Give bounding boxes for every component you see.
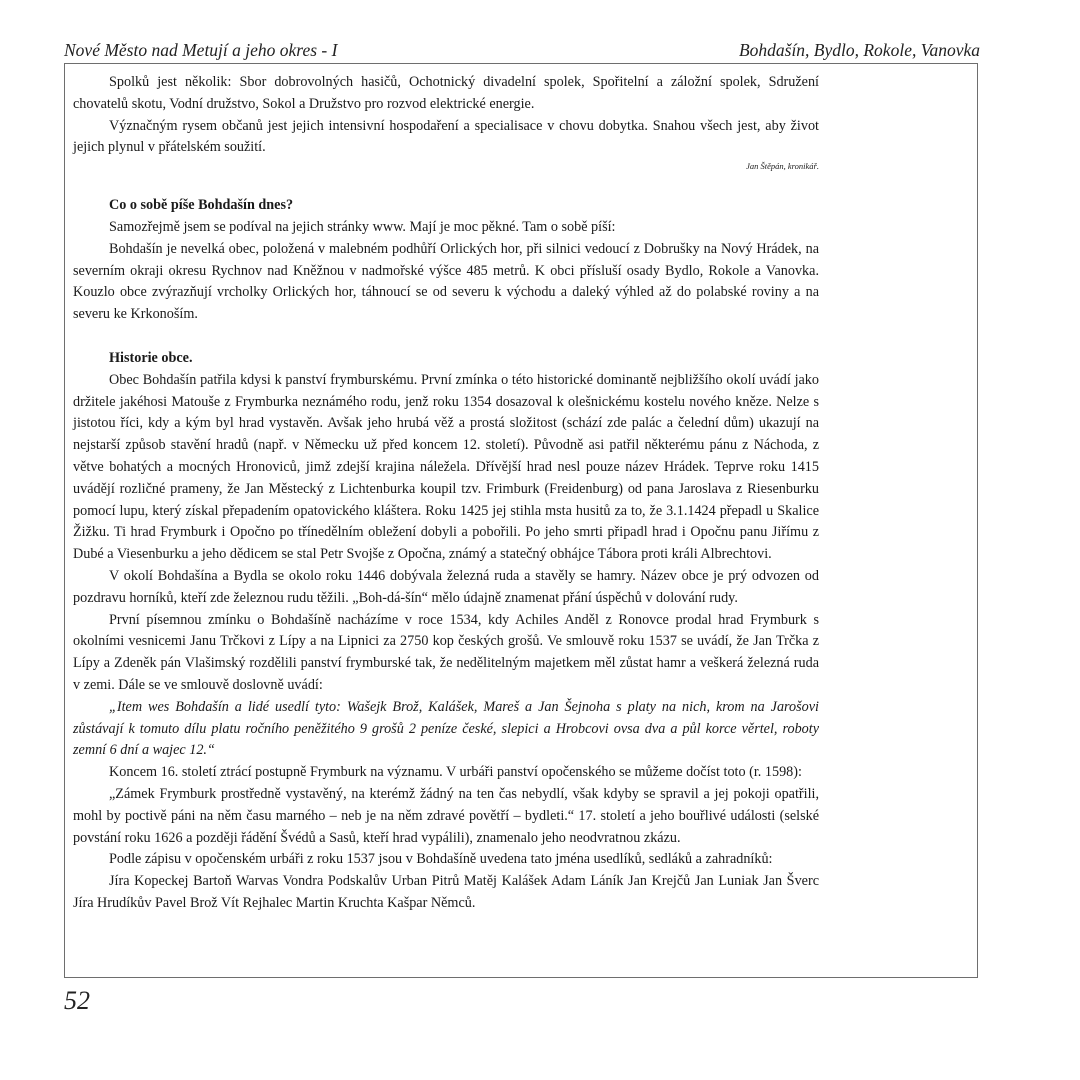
history-paragraph-2: V okolí Bohdašína a Bydla se okolo roku 1446 dobývala železná ruda a stavěly se hamry. Název obce je prý odvozen od pozdravu horníků, kteří zde železnou rudu těžili. „Boh-dá-šín“ mělo údajně znamenat přání úspěchů v dolování rudy. [73,567,819,606]
section-heading-history: Historie obce. [109,349,193,366]
running-header [64,38,980,62]
spacer [73,173,819,195]
section-heading-today: Co o sobě píše Bohdašín dnes? [109,197,294,214]
today-paragraph-2: Bohdašín je nevelká obec, položená v malebném podhůří Orlických hor, při silnici vedoucí z Dobrušky na Nový Hrádek, na severním okraji okresu Rychnov nad Kněžnou v nadmořské výšce 485 metrů. K obci přísluší osady Bydlo, Rokole a Vanovka. Kouzlo obce zvýrazňují vrcholky Orlických hor, táhnoucí se od severu k východu a daleký výhled až do polabské roviny a na severu ke Krkonoším. [73,240,819,323]
intro-paragraph-1: Spolků jest několik: Sbor dobrovolných hasičů, Ochotnický divadelní spolek, Spořitelní a záložní spolek, Sdružení chovatelů skotu, Vodní družstvo, Sokol a Družstvo pro rozvod elektrické energie. [73,74,819,112]
history-paragraph-6: Podle zápisu v opočenském urbáři z roku 1537 jsou v Bohdašíně uvedena tato jména usedlíků, sedláků a zahradníků: [109,851,773,868]
page-number: 52 [64,986,90,1015]
spacer [73,326,819,348]
history-paragraph-1: Obec Bohdašín patřila kdysi k panství frymburskému. První zmínka o této historické dominantě nejbližšího okolí uvádí jako držitele jakéhosi Matouše z Frymburka neznámého rodu, jenž roku 1354 dosazoval k olešnickému kostelu nového kněze. Nelze s jistotou říci, kdy a kým byl hrad vystavěn. Avšak jeho hrubá věž a prostá složitost (schází zde palác a čelední dům) ukazují na nejstarší způsob stavění hradů (např. v Německu už před koncem 12. století). Původně asi patřil některému pánu z Náchoda, z větve bohatých a mocných Hronoviců, jimž zdejší krajina náležela. Dřívější hrad nesl pouze název Hrádek. Teprve roku 1415 uvádějí rozličné prameny, že Jan Městecký z Lichtenburka koupil tzv. Frimburk (Freidenburg) od pana Jaroslava z Riesenburku pomocí lupu, který získal přepadením opatovického kláštera. Roku 1425 jej stihla msta husitů za to, že 3.1.1424 přepadl u Skalice Žižku. Ti hrad Frymburk i Opočno po třínedělním obležení dobyli a pobořili. Po jeho smrti připadl hrad i Opočnu panu Jiřímu z Dubé a Viesenburku a jeho dědicem se stal Petr Svojše z Opočna, známý a statečný obhájce Tábora proti králi Albrechtovi. [73,371,819,563]
page-body [73,72,819,915]
names-list: Jíra Kopeckej Bartoň Warvas Vondra Podskalův Urban Pitrů Matěj Kalášek Adam Láník Jan Krejčů Jan Luniak Jan Šverc Jíra Hrudíkův Pavel Brož Vít Rejhalec Martin Kruchta Kašpar Němců. [73,873,819,911]
today-paragraph-1: Samozřejmě jsem se podíval na jejich stránky www. Mají je moc pěkné. Tam o sobě píší: [109,218,616,235]
intro-paragraph-2: Význačným rysem občanů jest jejich intensivní hospodaření a specialisace v chovu dobytka. Snahou všech jest, aby život jejich plynul v přátelském soužití. [73,117,819,156]
chronicler-signature: Jan Štěpán, kronikář. [746,161,819,172]
contract-quote: „Item wes Bohdašín a lidé usedlí tyto: Wašejk Brož, Kalášek, Mareš a Jan Šejnoha s platy na nich, krom na Jarošovi zůstávají k tomuto dílu platu ročního peněžitého 9 grošů 2 peníze české, slepici a Hrobcovi ovsa dva a půl korce věrtel, roboty zemní 6 dní a wajec 12.“ [73,698,819,759]
history-paragraph-5: „Zámek Frymburk prostředně vystavěný, na kterémž žádný na ten čas nebydlí, však kdyby se spravil a jej pokoji opatřili, mohl by poctivě páni na něm času marného – neb je na něm zdravé povětří – bydleti.“ 17. století a jeho bouřlivé události (selské povstání roku 1626 a později řádění Švédů a Sasů, kteří hrad vypálili), znamenalo jeho neodvratnou zkázu. [73,785,819,846]
history-paragraph-3: První písemnou zmínku o Bohdašíně nacházíme v roce 1534, kdy Achiles Anděl z Ronovce prodal hrad Frymburk s okolními vesnicemi Janu Trčkovi z Lípy a na Lipnici za 2750 kop českých grošů. Ve smlouvě roku 1537 se uvádí, že Jan Trčka z Lípy a Zdeněk pán Vlašimský rozdělili panství frymburské tak, že nedělitelným majetkem měl zůstat hamr a veškerá železná ruda v zemi. Dále se ve smlouvě doslovně uvádí: [73,611,819,693]
header-book-title: Nové Město nad Metují a jeho okres - I [64,40,338,60]
header-chapter-title: Bohdašín, Bydlo, Rokole, Vanovka [738,40,980,60]
history-paragraph-4: Koncem 16. století ztrácí postupně Frymburk na významu. V urbáři panství opočenského se můžeme dočíst toto (r. 1598): [109,764,802,781]
